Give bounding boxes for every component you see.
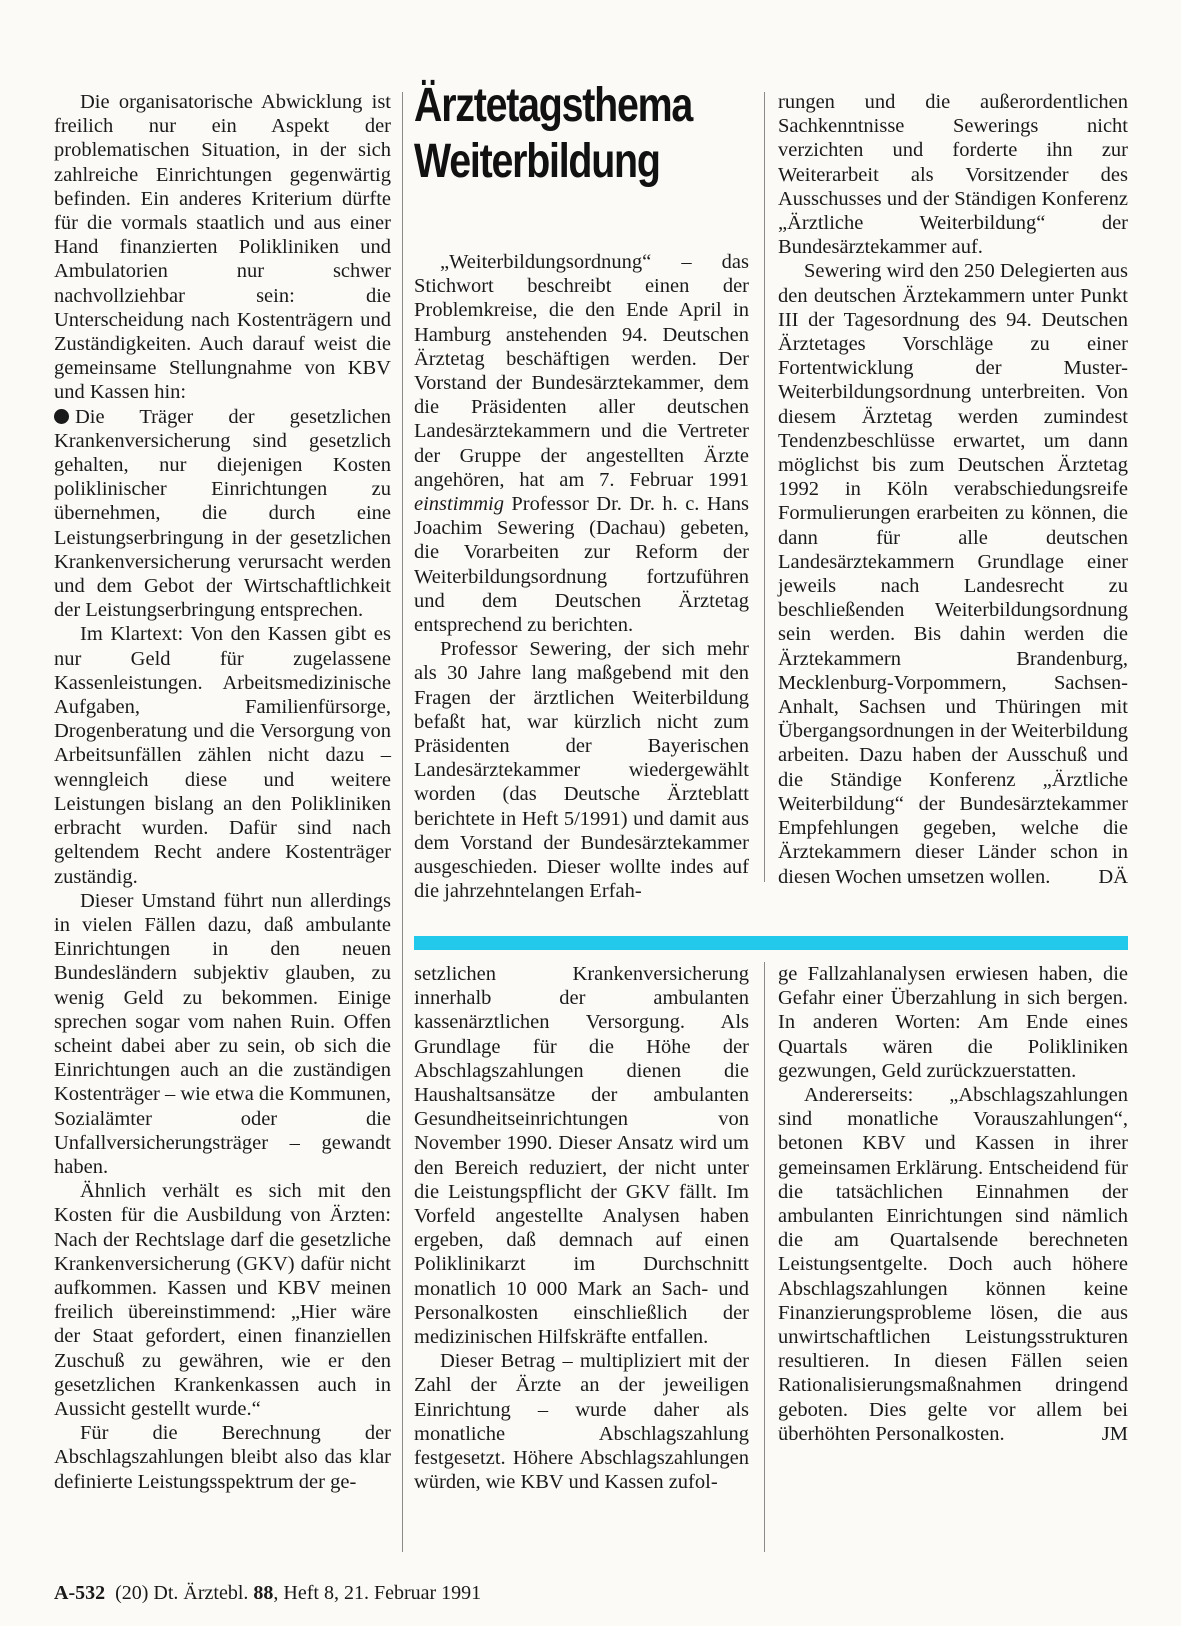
emphasis: einstimmig <box>414 493 504 516</box>
page-number: A-532 <box>54 1582 106 1604</box>
article-column-middle-bottom <box>414 962 749 1494</box>
paragraph: Die organisatorische Abwicklung ist freilich nur ein Aspekt der problematischen Situation, in der sich zahlreiche Einrichtungen gegenwärtig befinden. Ein anderes Kriterium dürfte für die vormals staatlich und aus einer Hand finanzierten Polikliniken und Ambulatorien nur schwer nachvollziehbar sein: die Unterscheidung nach Kostenträgern und Zuständigkeiten. Auch darauf weist die gemeinsame Stellungnahme von KBV und Kassen hin: <box>54 91 391 404</box>
journal-name: (20) Dt. Ärztebl. <box>115 1582 249 1604</box>
paragraph-text: Sewering wird den 250 Delegierten aus den deutschen Ärztekammern unter Punkt III der Tagesordnung des 94. Deutschen Ärztetages Vorschläge zu einer Fortentwicklung der Muster-Weiterbildungsordnung unterbreiten. Von diesem Ärztetag werden zumindest Tendenzbeschlüsse erwartet, um dann möglichst bis zum Deutschen Ärztetag 1992 in Köln verabschiedungsreife Formulierungen erarbeiten zu können, die dann für alle deutschen Landesärztekammern Grundlage einer jeweils nach Landesrecht zu beschließenden Weiterbildungsordnung sein werden. Bis dahin werden die Ärztekammern Brandenburg, Mecklenburg-Vorpommern, Sachsen-Anhalt, Sachsen und Thüringen mit Übergangsordnungen in der Weiterbildung arbeiten. Dazu haben der Ausschuß und die Ständige Konferenz „Ärztliche Weiterbildung“ der Bundesärztekammer Empfehlungen gegeben, welche die Ärztekammern dieser Länder schon in diesen Wochen umsetzen wollen. <box>778 260 1129 888</box>
paragraph <box>414 250 749 637</box>
article-headline <box>414 78 693 190</box>
headline-line-1: Ärztetagsthema <box>414 79 693 132</box>
paragraph: ge Fallzahlanalysen erwiesen haben, die Gefahr einer Überzahlung in sich bergen. In anderen Worten: Am Ende eines Quartals wären die Polikliniken gezwungen, Geld zurückzuerstatten. <box>778 963 1128 1082</box>
paragraph: Dieser Umstand führt nun allerdings in vielen Fällen dazu, daß ambulante Einrichtungen in den neuen Bundesländern subjektiv glauben, zu wenig Geld zu bekommen. Einige sprechen sogar vom nahen Ruin. Offen scheint dabei aber zu sein, ob sich die Einrichtungen auch an die zuständigen Kostenträger – wie etwa die Kommunen, Sozialämter oder die Unfallversicherungsträger – gewandt haben. <box>54 889 392 1178</box>
article-column-right-top <box>778 90 1128 889</box>
paragraph: Im Klartext: Von den Kassen gibt es nur Geld für zugelassene Kassenleistungen. Arbeitsmedizinische Aufgaben, Familienfürsorge, Drogenberatung und die Versorgung von Arbeitsunfällen zählen nicht dazu – wenngleich diese und weitere Leistungen bislang an den Polikliniken erbracht wurden. Dafür sind nach geltendem Recht andere Kostenträger zuständig. <box>54 623 391 888</box>
article-column-right-bottom <box>778 962 1128 1446</box>
paragraph: rungen und die außerordentlichen Sachkenntnisse Sewerings nicht verzichten und forderte ihn zur Weiterarbeit als Vorsitzender des Ausschusses und der Ständigen Konferenz „Ärztliche Weiterbildung“ der Bundesärztekammer auf. <box>778 91 1128 259</box>
page-footer <box>54 1582 481 1605</box>
article-column-middle-top <box>414 250 749 903</box>
paragraph <box>778 259 1128 888</box>
issue-date: , Heft 8, 21. Februar 1991 <box>273 1582 482 1604</box>
column-divider <box>402 92 403 1552</box>
column-divider <box>764 92 765 882</box>
author-signature: DÄ <box>1098 865 1128 888</box>
headline-line-2: Weiterbildung <box>414 135 660 188</box>
article-column-left <box>54 90 391 1494</box>
paragraph: Dieser Betrag – multipliziert mit der Zahl der Ärzte an der jeweiligen Einrichtung – wurde daher als monatliche Abschlagszahlung festgesetzt. Höhere Abschlagszahlungen würden, wie KBV und Kassen zufol- <box>414 1350 749 1494</box>
paragraph <box>778 1083 1128 1446</box>
paragraph: Ähnlich verhält es sich mit den Kosten für die Ausbildung von Ärzten: Nach der Rechtslage darf die gesetzliche Krankenversicherung (GKV) dafür nicht aufkommen. Kassen und KBV meinen freilich übereinstimmend: „Hier wäre der Staat gefordert, einen finanziellen Zuschuß zu gewähren, wie er den gesetzlichen Krankenkassen auch in Aussicht gestellt wurde.“ <box>54 1180 391 1420</box>
paragraph-text: „Weiterbildungsordnung“ – das Stichwort beschreibt einen der Problemkreise, die den Ende April in Hamburg anstehenden 94. Deutschen Ärztetag beschäftigen werden. Der Vorstand der Bundesärztekammer, dem die Präsidenten aller deutschen Landesärztekammern und die Vertreter der Gruppe der angestellten Ärzte angehören, hat am 7. Februar 1991 <box>414 251 749 491</box>
section-separator-bar <box>414 936 1128 950</box>
bullet-icon <box>54 409 69 424</box>
paragraph-text: Professor Dr. Dr. h. c. Hans Joachim Sewering (Dachau) gebeten, die Vorarbeiten zur Reform der Weiterbildungsordnung fortzuführen und dem Deutschen Ärztetag entsprechend zu berichten. <box>414 493 749 637</box>
paragraph: setzlichen Krankenversicherung innerhalb der ambulanten kassenärztlichen Versorgung. Als Grundlage für die Höhe der Abschlagszahlungen dienen die Haushaltsansätze der ambulanten Gesundheitseinrichtungen von November 1990. Dieser Ansatz wird um den Bereich reduziert, der nicht unter die Leistungspflicht der GKV fällt. Im Vorfeld angestellte Analysen haben ergeben, daß demnach auf einen Poliklinikarzt im Durchschnitt monatlich 10 000 Mark an Sach- und Personalkosten einschließlich der medizinischen Hilfskräfte entfallen. <box>414 963 749 1349</box>
column-divider <box>764 962 765 1552</box>
bullet-paragraph <box>54 405 391 623</box>
author-signature: JM <box>1101 1422 1128 1445</box>
paragraph: Für die Berechnung der Abschlagszahlungen bleibt also das klar definierte Leistungsspektrum der ge- <box>54 1422 391 1493</box>
paragraph: Professor Sewering, der sich mehr als 30 Jahre lang maßgebend mit den Fragen der ärztlichen Weiterbildung befaßt hat, war kürzlich nicht zum Präsidenten der Bayerischen Landesärztekammer wiedergewählt worden (das Deutsche Ärzteblatt berichtete in Heft 5/1991) und damit aus dem Vorstand der Bundesärztekammer ausgeschieden. Dieser wollte indes auf die jahrzehntelangen Erfah- <box>414 638 749 903</box>
paragraph-text: Andererseits: „Abschlagszahlungen sind monatliche Vorauszahlungen“, betonen KBV und Kassen in ihrer gemeinsamen Erklärung. Entscheidend für die tatsächlichen Einnahmen der ambulanten Einrichtungen sind nämlich die am Quartalsende berechneten Leistungsentgelte. Doch auch höhere Abschlagszahlungen können keine Finanzierungsprobleme lösen, die aus unwirtschaftlichen Leistungsstrukturen resultieren. In diesen Fällen seien Rationalisierungsmaßnahmen dringend geboten. Dies gelte vor allem bei überhöhten Personalkosten. <box>778 1084 1128 1445</box>
bullet-text: Die Träger der gesetzlichen Krankenversicherung sind gesetzlich gehalten, nur diejenigen Kosten poliklinischer Einrichtungen zu übernehmen, die durch eine Leistungserbringung in der gesetzlichen Krankenversicherung verursacht werden und dem Gebot der Wirtschaftlichkeit der Leistungserbringung entsprechen. <box>54 405 391 622</box>
volume-number: 88 <box>253 1582 274 1604</box>
